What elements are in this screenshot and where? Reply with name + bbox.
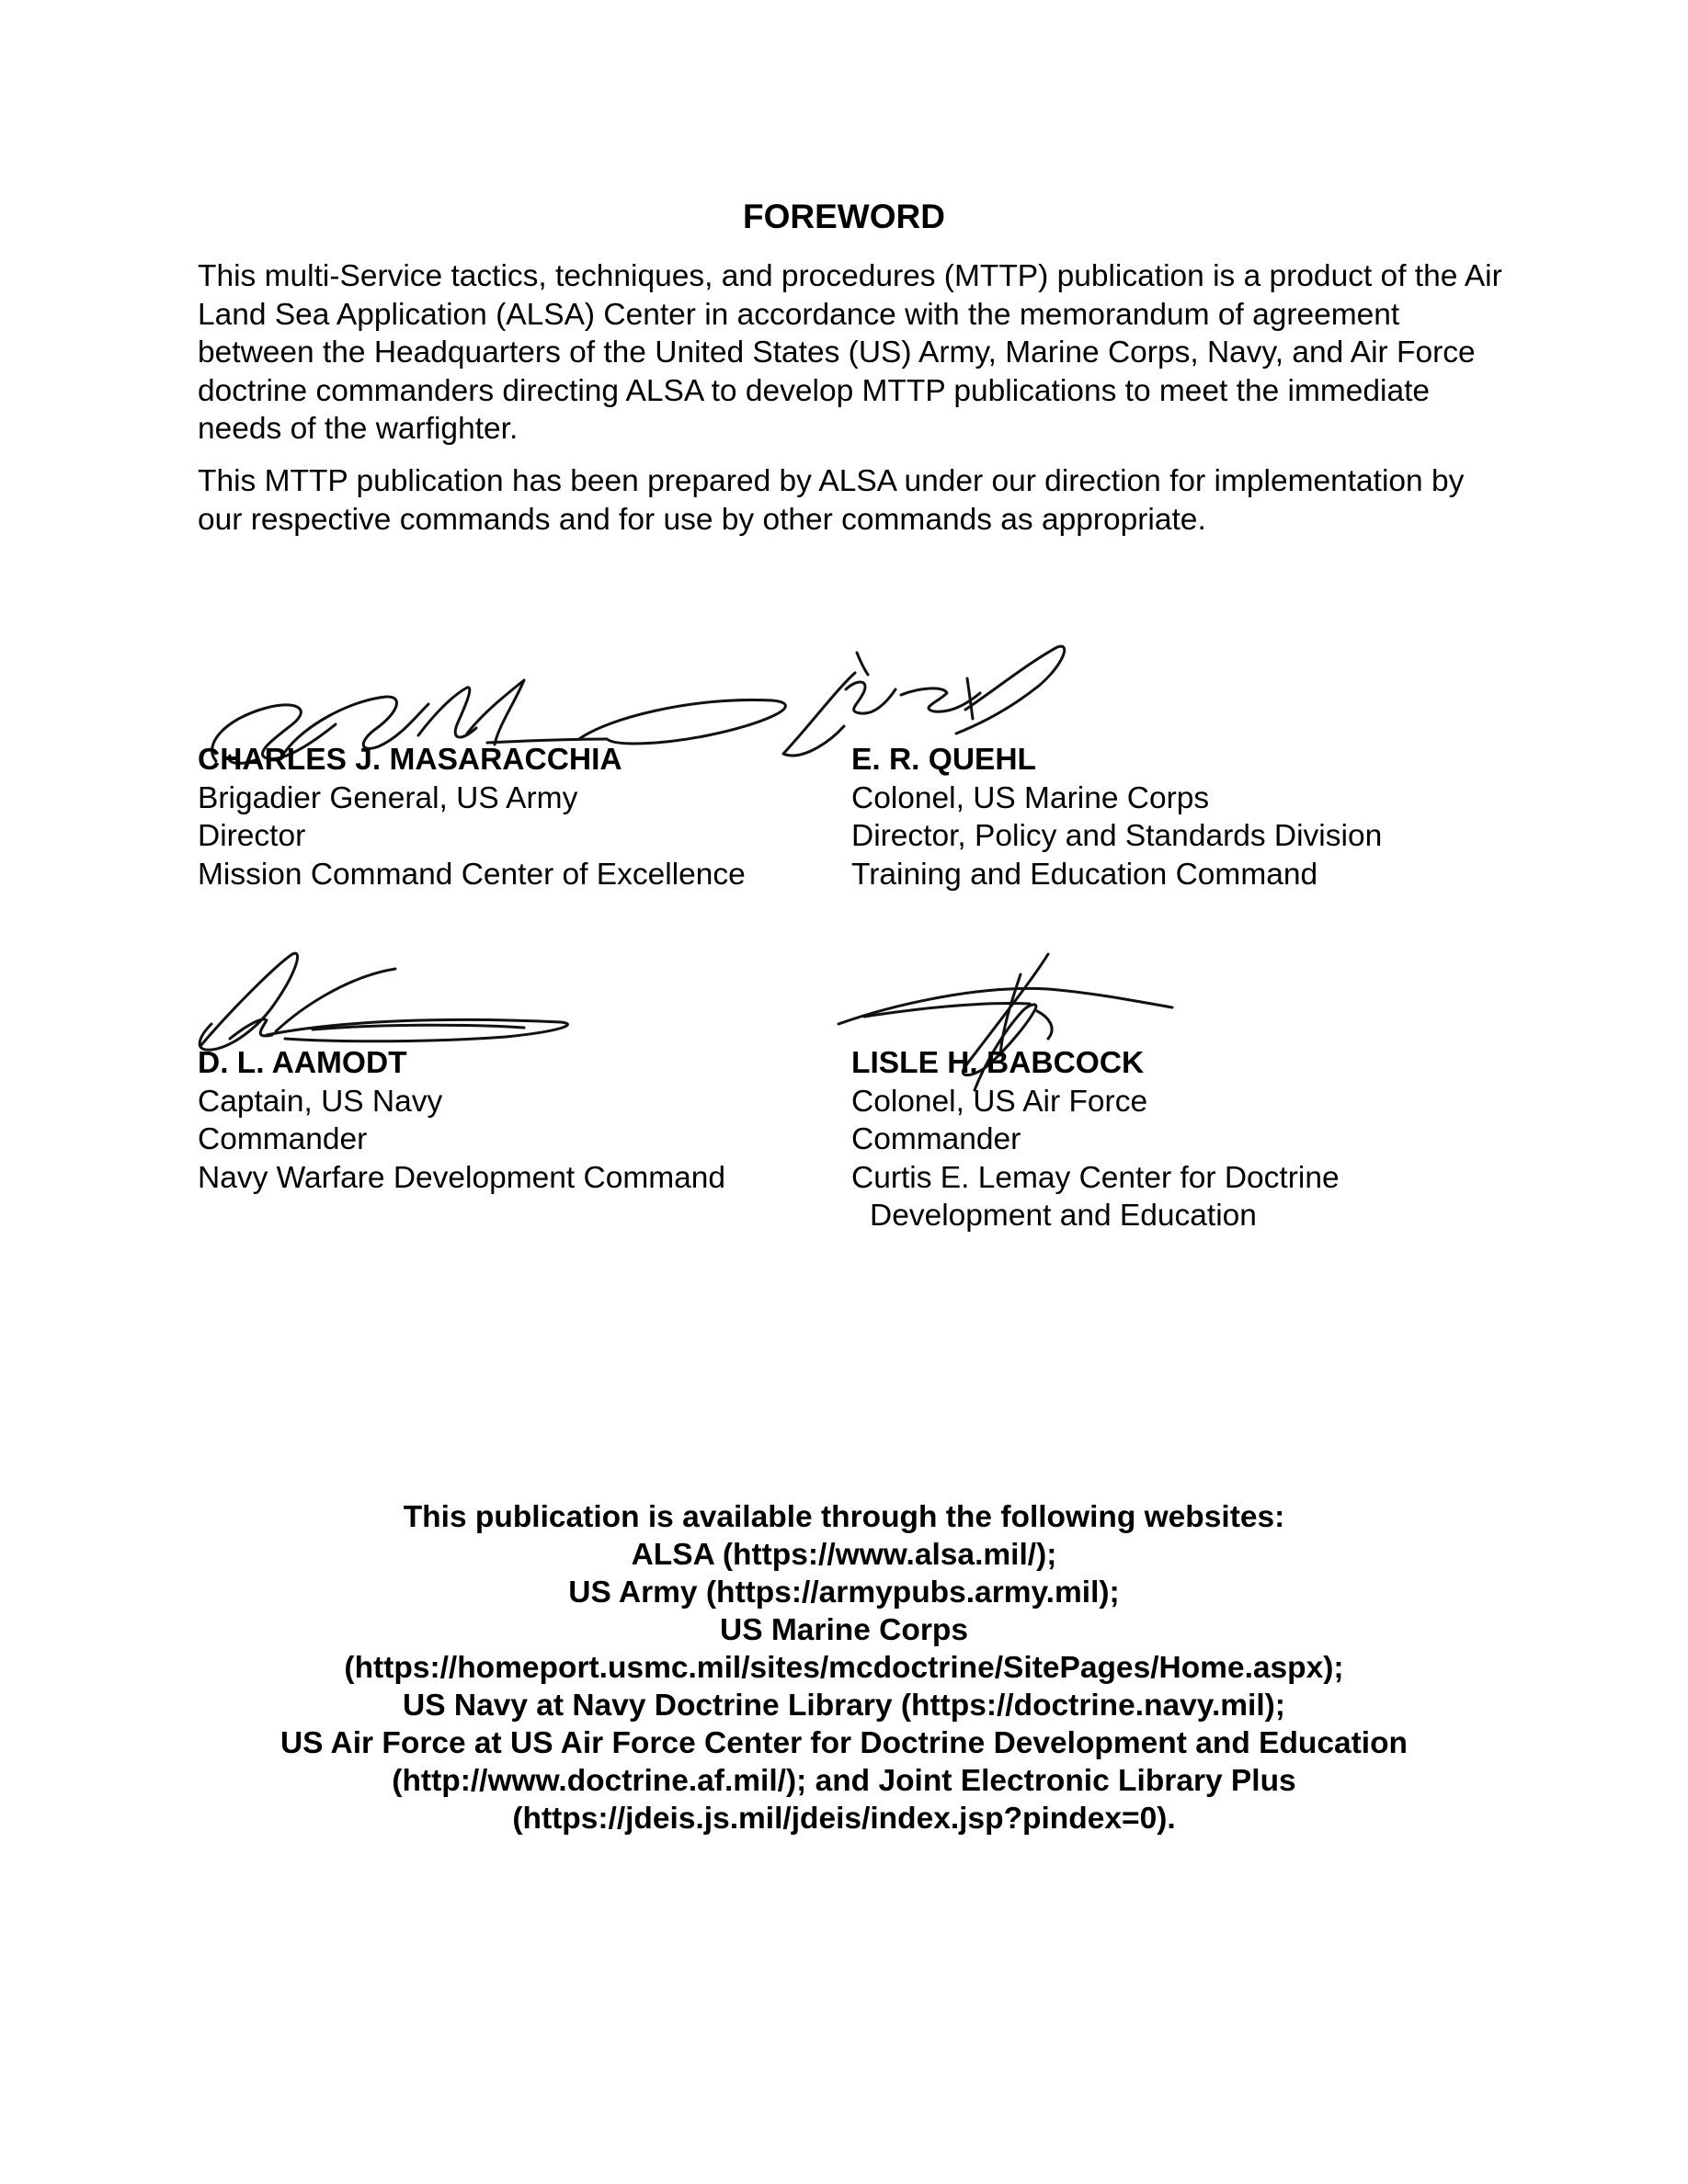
signature-block-babcock (851, 1044, 1513, 1235)
signatory-organization: Navy Warfare Development Command (198, 1160, 726, 1195)
signatory-name: LISLE H. BABCOCK (851, 1046, 1145, 1080)
signatory-position: Commander (198, 1122, 368, 1156)
signature-block-masaracchia (198, 741, 860, 893)
website-marine-corps-label: US Marine Corps (720, 1613, 968, 1647)
signatory-position: Director (198, 819, 306, 853)
foreword-paragraph-2: This MTTP publication has been prepared by ALSA under our direction for implementation by our respective commands and for use by other commands as appropriate. (198, 464, 1465, 537)
website-jel-url: (https://jdeis.js.mil/jdeis/index.jsp?pindex=0). (512, 1802, 1176, 1836)
signatory-organization: Training and Education Command (851, 857, 1318, 892)
websites-intro: This publication is available through the following websites: (403, 1500, 1285, 1534)
signatory-rank: Colonel, US Air Force (851, 1084, 1148, 1119)
page-title: FOREWORD (743, 198, 945, 235)
signatory-organization: Curtis E. Lemay Center for Doctrine (851, 1160, 1340, 1195)
signatory-rank: Colonel, US Marine Corps (851, 780, 1210, 815)
websites-availability (0, 1498, 1688, 1837)
signature-block-aamodt (198, 1044, 860, 1197)
signatory-position: Commander (851, 1122, 1021, 1156)
signatory-organization: Mission Command Center of Excellence (198, 857, 746, 892)
signatory-name: CHARLES J. MASARACCHIA (198, 743, 622, 777)
signature-block-quehl (851, 741, 1513, 893)
website-army: US Army (https://armypubs.army.mil); (568, 1575, 1120, 1610)
website-navy: US Navy at Navy Doctrine Library (https://doctrine.navy.mil); (403, 1689, 1285, 1723)
signatory-rank: Brigadier General, US Army (198, 780, 578, 815)
signatory-organization-continued: Development and Education (870, 1199, 1257, 1233)
signatory-name: E. R. QUEHL (851, 743, 1037, 777)
signatory-name: D. L. AAMODT (198, 1046, 407, 1080)
website-marine-corps-url: (https://homeport.usmc.mil/sites/mcdoctrine/SitePages/Home.aspx); (344, 1651, 1344, 1685)
website-alsa: ALSA (https://www.alsa.mil/); (631, 1538, 1057, 1572)
website-air-force-url-jel: (http://www.doctrine.af.mil/); and Joint Electronic Library Plus (392, 1764, 1296, 1798)
foreword-paragraph-1: This multi-Service tactics, techniques, and procedures (MTTP) publication is a product of the Air Land Sea Application (ALSA) Center in accordance with the memorandum of agreement between the Headquarters of the United States (US) Army, Marine Corps, Navy, and Air Force doctrine commanders directing ALSA to develop MTTP publications to meet the immediate needs of the warfighter. (198, 259, 1502, 446)
signatory-position: Director, Policy and Standards Division (851, 819, 1383, 853)
website-air-force: US Air Force at US Air Force Center for Doctrine Development and Education (279, 1726, 1409, 1760)
signatory-rank: Captain, US Navy (198, 1084, 443, 1119)
